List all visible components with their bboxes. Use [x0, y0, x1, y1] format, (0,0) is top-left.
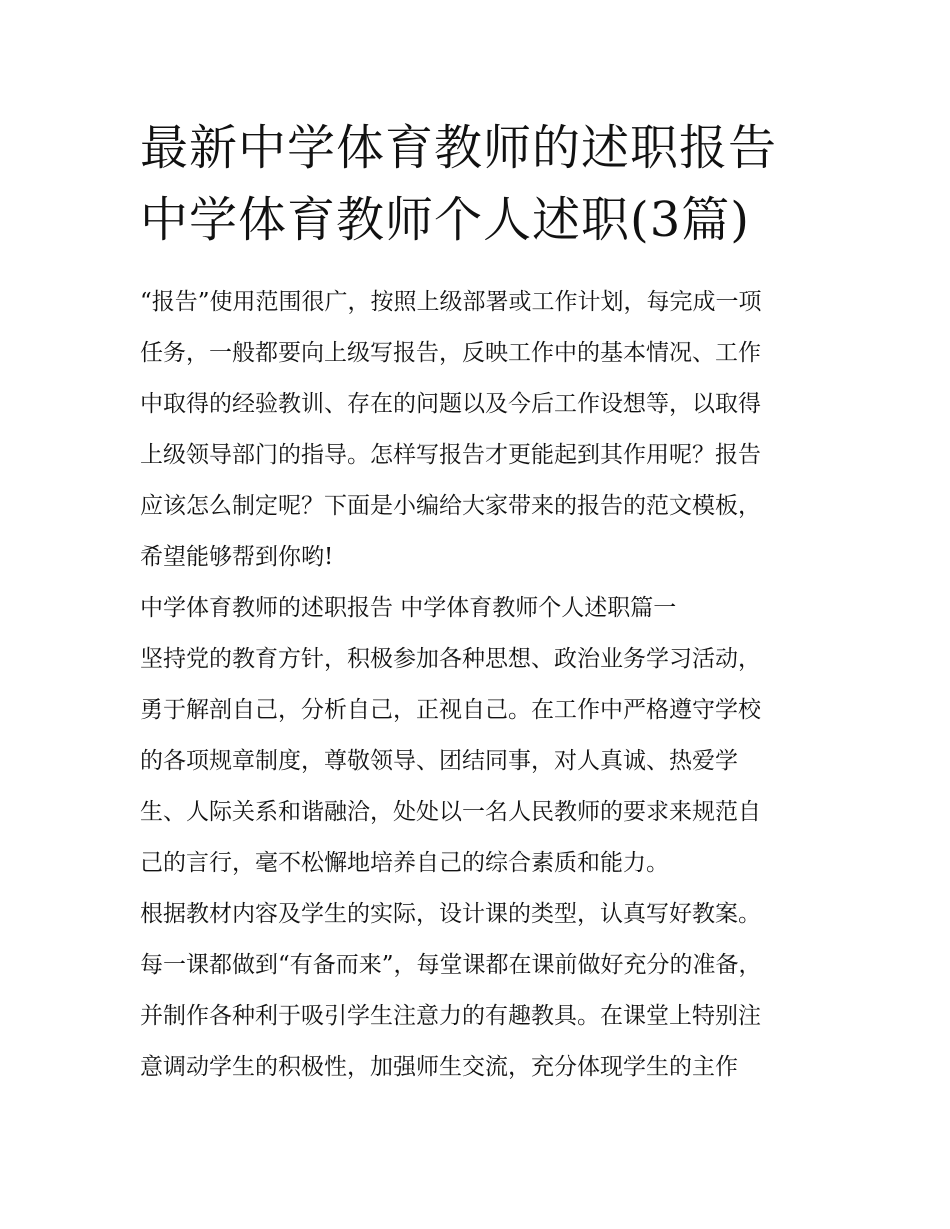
body-line: “报告”使用范围很广，按照上级部署或工作计划，每完成一项: [140, 289, 762, 315]
body-line: 意调动学生的积极性，加强师生交流，充分体现学生的主作: [140, 1054, 738, 1080]
body-line: 中取得的经验教训、存在的问题以及今后工作设想等，以取得: [140, 391, 761, 417]
body-line: 根据教材内容及学生的实际，设计课的类型，认真写好教案。: [140, 901, 761, 927]
body-line: 并制作各种利于吸引学生注意力的有趣教具。在课堂上特别注: [140, 1003, 761, 1029]
body-line: 生、人际关系和谐融洽，处处以一名人民教师的要求来规范自: [140, 799, 761, 825]
body-line: 坚持党的教育方针，积极参加各种思想、政治业务学习活动，: [140, 646, 761, 672]
body-line: 的各项规章制度，尊敬领导、团结同事，对人真诚、热爱学: [140, 748, 738, 774]
body-line: 勇于解剖自己，分析自己，正视自己。在工作中严格遵守学校: [140, 697, 761, 723]
body-line: 上级领导部门的指导。怎样写报告才更能起到其作用呢？报告: [140, 442, 761, 468]
document-title: [140, 112, 840, 256]
body-line: 任务，一般都要向上级写报告，反映工作中的基本情况、工作: [140, 340, 761, 366]
title-line-2: 中学体育教师个人述职(3篇): [140, 192, 750, 248]
section-heading: 中学体育教师的述职报告 中学体育教师个人述职篇一: [140, 595, 677, 621]
body-line: 应该怎么制定呢？下面是小编给大家带来的报告的范文模板，: [140, 493, 761, 519]
title-line-1: 最新中学体育教师的述职报告: [140, 120, 778, 176]
body-line: 希望能够帮到你哟!: [140, 544, 334, 570]
document-body: [140, 277, 830, 1093]
body-line: 己的言行，毫不松懈地培养自己的综合素质和能力。: [140, 850, 669, 876]
body-line: 每一课都做到“有备而来”，每堂课都在课前做好充分的准备，: [140, 952, 762, 978]
